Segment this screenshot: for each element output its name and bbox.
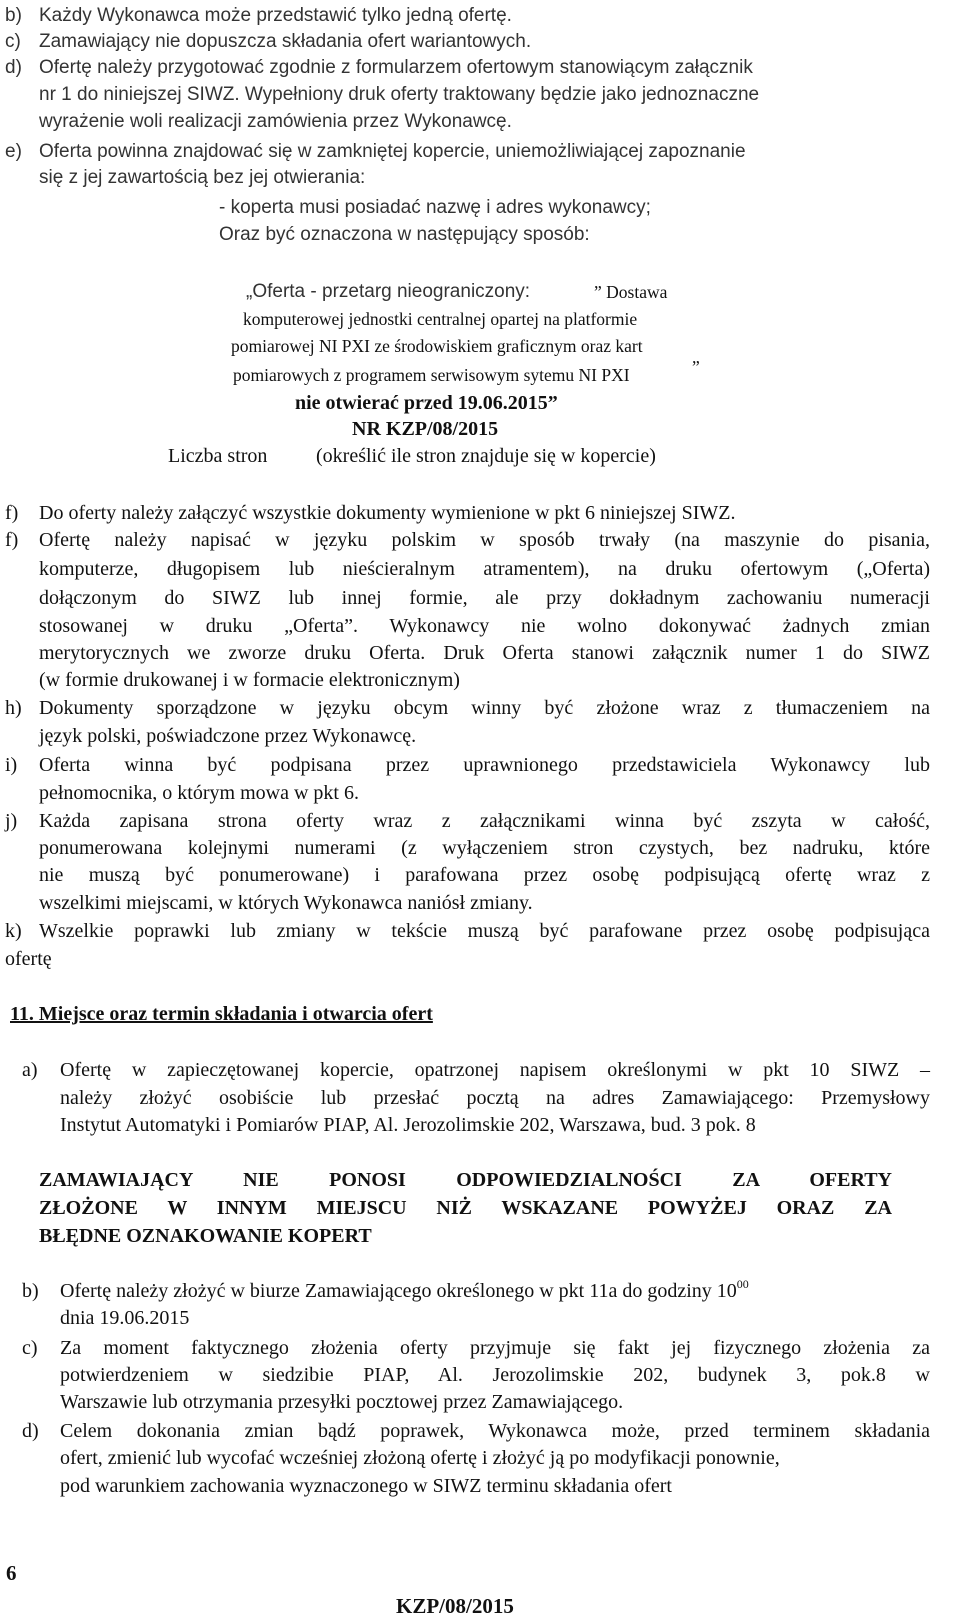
list-label-j: j)	[5, 810, 18, 832]
list-label-a: a)	[22, 1059, 38, 1081]
envelope-quote-text: komputerowej jednostki centralnej opartej na platformie	[243, 309, 638, 329]
envelope-quote-close: ”	[692, 357, 700, 377]
list-label-c2: c)	[22, 1337, 38, 1359]
item-d-line: wyrażenie woli realizacji zamówienia przez Wykonawcę.	[39, 111, 512, 132]
item-a-line: Ofertę w zapieczętowanej kopercie, opatrzonej napisem określonymi w pkt 10 SIWZ –	[60, 1059, 930, 1081]
do-not-open-date: nie otwierać przed 19.06.2015”	[295, 392, 558, 414]
item-f2-line: (w formie drukowanej i w formacie elektronicznym)	[39, 669, 460, 691]
list-label-h: h)	[5, 697, 22, 719]
warning-line: ZŁOŻONE W INNYM MIEJSCU NIŻ WSKAZANE POWYŻEJ ORAZ ZA	[39, 1197, 892, 1219]
item-d2-line: pod warunkiem zachowania wyznaczonego w SIWZ terminu składania ofert	[60, 1475, 672, 1497]
item-c-text: Zamawiający nie dopuszcza składania ofert wariantowych.	[39, 31, 532, 52]
item-j-line: Każda zapisana strona oferty wraz z załącznikami winna być zszyta w całość,	[39, 810, 930, 832]
item-c2-line: Warszawie lub otrzymania przesyłki pocztowej przez Zamawiającego.	[60, 1391, 624, 1413]
footer-reference: KZP/08/2015	[396, 1594, 514, 1618]
item-b-text: Każdy Wykonawca może przedstawić tylko jedną ofertę.	[39, 5, 512, 26]
list-label-e: e)	[5, 141, 22, 162]
envelope-rule-line: - koperta musi posiadać nazwę i adres wykonawcy;	[219, 197, 651, 218]
list-label-k: k)	[5, 920, 22, 942]
list-label-f: f)	[5, 529, 19, 551]
page-number: 6	[6, 1561, 17, 1585]
list-label-d: d)	[5, 57, 22, 78]
envelope-quote-text: pomiarowych z programem serwisowym sytemu NI PXI	[233, 365, 630, 385]
item-d2-line: Celem dokonania zmian bądź poprawek, Wykonawca może, przed terminem składania	[60, 1420, 930, 1442]
list-label-b2: b)	[22, 1280, 39, 1302]
item-c2-line: potwierdzeniem w siedzibie PIAP, Al. Jerozolimskie 202, budynek 3, pok.8 w	[60, 1364, 930, 1386]
tender-number: NR KZP/08/2015	[352, 418, 499, 440]
item-f2-line: komputerze, długopisem lub nieścieralnym atramentem), na druku ofertowym („Oferta)	[39, 558, 930, 580]
item-h-line: Dokumenty sporządzone w języku obcym winny być złożone wraz z tłumaczeniem na	[39, 697, 930, 719]
envelope-quote-text: pomiarowej NI PXI ze środowiskiem graficznym oraz kart	[231, 336, 643, 356]
hour-superscript: 00	[736, 1277, 749, 1291]
item-e-line: Oferta powinna znajdować się w zamkniętej kopercie, uniemożliwiającej zapoznanie	[39, 141, 746, 162]
item-a-line: należy złożyć osobiście lub przesłać pocztą na adres Zamawiającego: Przemysłowy	[60, 1087, 930, 1109]
pages-label: Liczba stron	[168, 445, 268, 467]
envelope-rule-line: Oraz być oznaczona w następujący sposób:	[219, 224, 590, 245]
envelope-quote-text: ” Dostawa	[594, 282, 668, 302]
item-d-line: Ofertę należy przygotować zgodnie z formularzem ofertowym stanowiącym załącznik	[39, 57, 753, 78]
list-label-d2: d)	[22, 1420, 39, 1442]
item-k-line: Wszelkie poprawki lub zmiany w tekście muszą być parafowane przez osobę podpisująca	[39, 920, 930, 942]
warning-line: BŁĘDNE OZNAKOWANIE KOPERT	[39, 1225, 372, 1247]
item-k-line: ofertę	[5, 948, 52, 970]
item-f2-line: dołączonym do SIWZ lub innej formie, ale przy dokładnym zachowaniu numeracji	[39, 587, 930, 609]
warning-line: ZAMAWIAJĄCY NIE PONOSI ODPOWIEDZIALNOŚCI ZA OFERTY	[39, 1169, 892, 1191]
item-b2-line: dnia 19.06.2015	[60, 1307, 190, 1329]
list-label-b: b)	[5, 5, 22, 26]
item-c2-line: Za moment faktycznego złożenia oferty przyjmuje się fakt jej fizycznego złożenia za	[60, 1337, 930, 1359]
item-h-line: język polski, poświadczone przez Wykonawcę.	[39, 725, 417, 747]
item-f2-line: merytorycznych we zworze druku Oferta. Druk Oferta stanowi załącznik numer 1 do SIWZ	[39, 642, 930, 664]
item-b2-text: Ofertę należy złożyć w biurze Zamawiającego określonego w pkt 11a do godziny 10	[60, 1280, 737, 1302]
item-i-line: Oferta winna być podpisana przez uprawnionego przedstawiciela Wykonawcy lub	[39, 754, 930, 776]
item-d-line: nr 1 do niniejszej SIWZ. Wypełniony druk oferty traktowany będzie jako jednoznaczne	[39, 84, 760, 105]
list-label-f: f)	[5, 502, 19, 524]
item-d2-line: ofert, zmienić lub wycofać wcześniej złożoną ofertę i złożyć ją po modyfikacji ponownie,	[60, 1447, 780, 1469]
item-b2-line	[60, 1277, 749, 1302]
item-a-line: Instytut Automatyki i Pomiarów PIAP, Al. Jerozolimskie 202, Warszawa, bud. 3 pok. 8	[60, 1114, 756, 1136]
item-f2-line: Ofertę należy napisać w języku polskim w sposób trwały (na maszynie do pisania,	[39, 529, 930, 551]
item-j-line: nie muszą być ponumerowane) i parafowana przez osobę podpisującą ofertę wraz z	[39, 864, 930, 886]
section-11-heading: 11. Miejsce oraz termin składania i otwarcia ofert	[10, 1003, 433, 1025]
pages-note: (określić ile stron znajduje się w kopercie)	[316, 445, 656, 467]
item-j-line: wszelkimi miejscami, w których Wykonawca naniósł zmiany.	[39, 892, 533, 914]
item-f2-line: stosowanej w druku „Oferta”. Wykonawcy nie wolno dokonywać żadnych zmian	[39, 615, 930, 637]
list-label-i: i)	[5, 754, 18, 776]
list-label-c: c)	[5, 31, 21, 52]
item-j-line: ponumerowana kolejnymi numerami (z wyłączeniem stron czystych, bez nadruku, które	[39, 837, 930, 859]
envelope-quote-head: „Oferta - przetarg nieograniczony:	[246, 281, 531, 302]
item-e-line: się z jej zawartością bez jej otwierania:	[39, 167, 366, 188]
item-f1-text: Do oferty należy załączyć wszystkie dokumenty wymienione w pkt 6 niniejszej SIWZ.	[39, 502, 736, 524]
item-i-line: pełnomocnika, o którym mowa w pkt 6.	[39, 782, 359, 804]
